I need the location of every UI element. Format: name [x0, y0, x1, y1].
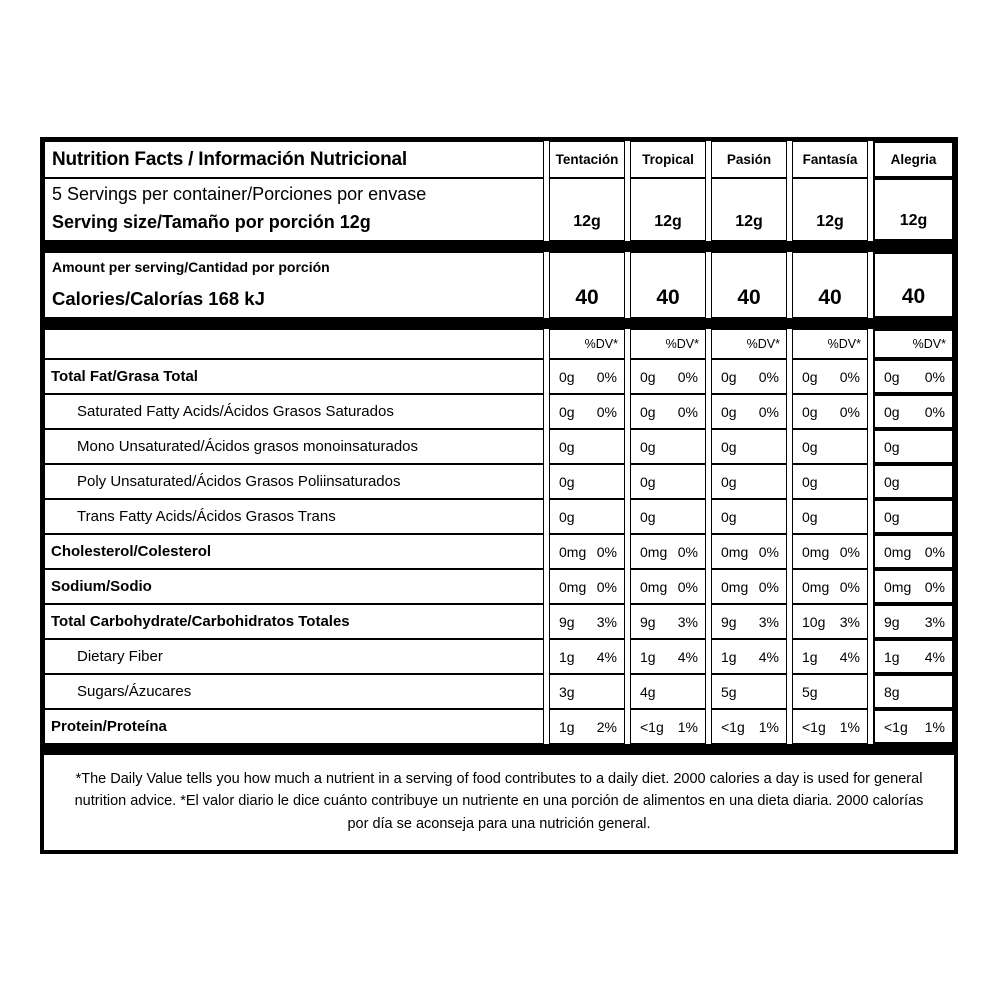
- nutrient-amount: 0g: [802, 508, 818, 525]
- nutrient-percent-dv: 0%: [758, 368, 779, 385]
- dv-empty-cell: [44, 329, 544, 359]
- nutrient-value-cell: [711, 674, 787, 709]
- nutrient-percent-dv: 4%: [758, 648, 779, 665]
- nutrient-value-cell: [630, 709, 706, 744]
- nutrient-amount: <1g: [721, 718, 745, 735]
- nutrient-amount: 0g: [802, 403, 818, 420]
- variant-header-tropical: Tropical: [630, 141, 706, 178]
- nutrient-amount: 0g: [640, 508, 656, 525]
- nutrient-label: Sodium/Sodio: [51, 578, 152, 595]
- nutrient-amount: 0g: [884, 438, 900, 455]
- calories-value: 40: [549, 252, 625, 318]
- nutrient-percent-dv: 3%: [758, 613, 779, 630]
- nutrient-amount: 0g: [721, 473, 737, 490]
- servings-per-container: 5 Servings per container/Porciones por envase: [52, 184, 427, 204]
- section-divider-bar: [44, 744, 954, 755]
- nutrient-value-cell: [792, 639, 868, 674]
- nutrient-value-cell: [549, 639, 625, 674]
- nutrient-value-cell: [630, 534, 706, 569]
- nutrient-value-cell: [792, 499, 868, 534]
- calories-value: 40: [630, 252, 706, 318]
- nutrient-percent-dv: 0%: [677, 543, 698, 560]
- nutrient-value-cell: [549, 359, 625, 394]
- nutrient-percent-dv: 0%: [758, 543, 779, 560]
- nutrient-amount: 0g: [802, 438, 818, 455]
- nutrient-value-cell: [792, 709, 868, 744]
- nutrient-amount: 0g: [559, 368, 575, 385]
- nutrient-amount: 1g: [559, 648, 575, 665]
- nutrient-value-cell: [549, 499, 625, 534]
- nutrient-percent-dv: 4%: [924, 648, 945, 665]
- dv-header: %DV*: [549, 329, 625, 359]
- nutrient-amount: <1g: [640, 718, 664, 735]
- serving-label-cell: [44, 178, 544, 241]
- nutrient-value-cell: [549, 394, 625, 429]
- nutrient-amount: 4g: [640, 683, 656, 700]
- nutrient-value-cell: [549, 569, 625, 604]
- nutrient-label: Saturated Fatty Acids/Ácidos Grasos Saturados: [77, 403, 394, 420]
- nutrient-amount: 0mg: [802, 543, 830, 560]
- nutrient-value-cell: [792, 604, 868, 639]
- nutrient-value-cell: [630, 394, 706, 429]
- nutrient-value-cell: [630, 429, 706, 464]
- nutrient-label-cell: [44, 499, 544, 534]
- nutrient-value-cell: [630, 639, 706, 674]
- variant-header-alegria: Alegria: [873, 141, 954, 178]
- nutrient-percent-dv: 0%: [677, 578, 698, 595]
- nutrient-amount: 1g: [884, 648, 900, 665]
- nutrient-percent-dv: 0%: [596, 543, 617, 560]
- nutrient-label: Poly Unsaturated/Ácidos Grasos Poliinsaturados: [77, 473, 401, 490]
- nutrient-percent-dv: 0%: [839, 543, 860, 560]
- nutrient-amount: 0mg: [884, 578, 912, 595]
- section-divider-bar: [44, 318, 954, 329]
- nutrient-value-cell: [873, 569, 954, 604]
- nutrient-amount: 0g: [884, 508, 900, 525]
- nutrient-amount: 0g: [802, 473, 818, 490]
- nutrient-percent-dv: 0%: [677, 403, 698, 420]
- calories-heading: Calories/Calorías 168 kJ: [52, 288, 265, 309]
- nutrient-amount: 9g: [884, 613, 900, 630]
- nutrient-value-cell: [873, 674, 954, 709]
- nutrient-label-cell: [44, 709, 544, 744]
- nutrient-value-cell: [711, 359, 787, 394]
- nutrient-value-cell: [549, 604, 625, 639]
- nutrient-label: Total Carbohydrate/Carbohidratos Totales: [51, 613, 350, 630]
- nutrient-amount: 0g: [640, 403, 656, 420]
- nutrient-amount: 9g: [559, 613, 575, 630]
- serving-size-value: 12g: [549, 178, 625, 241]
- nutrient-value-cell: [630, 674, 706, 709]
- nutrient-percent-dv: 0%: [839, 368, 860, 385]
- nutrition-label: [40, 137, 958, 854]
- nutrient-value-cell: [711, 429, 787, 464]
- nutrient-percent-dv: 0%: [596, 403, 617, 420]
- nutrient-label: Dietary Fiber: [77, 648, 163, 665]
- nutrient-amount: 0g: [721, 368, 737, 385]
- nutrient-value-cell: [792, 359, 868, 394]
- nutrient-amount: 3g: [559, 683, 575, 700]
- nutrient-amount: 0mg: [721, 578, 749, 595]
- nutrient-value-cell: [549, 674, 625, 709]
- nutrient-amount: 8g: [884, 683, 900, 700]
- nutrient-amount: 0g: [802, 368, 818, 385]
- serving-size-value: 12g: [711, 178, 787, 241]
- section-divider-bar: [44, 241, 954, 252]
- nutrient-percent-dv: 0%: [839, 403, 860, 420]
- nutrient-value-cell: [711, 464, 787, 499]
- nutrient-percent-dv: 0%: [596, 368, 617, 385]
- nutrient-label-cell: [44, 359, 544, 394]
- nutrient-label: Trans Fatty Acids/Ácidos Grasos Trans: [77, 508, 336, 525]
- nutrient-value-cell: [792, 394, 868, 429]
- nutrient-value-cell: [873, 429, 954, 464]
- nutrient-percent-dv: 4%: [839, 648, 860, 665]
- calories-label-cell: [44, 252, 544, 318]
- nutrient-percent-dv: 0%: [924, 543, 945, 560]
- label-title: [44, 141, 544, 178]
- nutrient-percent-dv: 2%: [596, 718, 617, 735]
- nutrient-amount: 0mg: [559, 578, 587, 595]
- nutrient-value-cell: [711, 569, 787, 604]
- nutrient-percent-dv: 3%: [839, 613, 860, 630]
- nutrient-amount: 1g: [721, 648, 737, 665]
- nutrient-amount: 0g: [559, 438, 575, 455]
- nutrient-amount: 9g: [721, 613, 737, 630]
- nutrient-value-cell: [549, 709, 625, 744]
- variant-header-fantasia: Fantasía: [792, 141, 868, 178]
- nutrient-value-cell: [630, 464, 706, 499]
- nutrient-value-cell: [711, 639, 787, 674]
- nutrient-percent-dv: 1%: [758, 718, 779, 735]
- nutrient-value-cell: [711, 604, 787, 639]
- calories-value: 40: [873, 252, 954, 318]
- serving-size-value: 12g: [630, 178, 706, 241]
- nutrient-amount: 1g: [640, 648, 656, 665]
- nutrient-amount: 1g: [559, 718, 575, 735]
- nutrient-value-cell: [792, 429, 868, 464]
- nutrient-amount: 0g: [721, 438, 737, 455]
- nutrient-percent-dv: 4%: [596, 648, 617, 665]
- nutrient-amount: 0g: [640, 473, 656, 490]
- nutrient-amount: 0g: [721, 403, 737, 420]
- nutrient-value-cell: [711, 709, 787, 744]
- nutrient-percent-dv: 0%: [677, 368, 698, 385]
- nutrient-value-cell: [792, 569, 868, 604]
- nutrient-percent-dv: 1%: [677, 718, 698, 735]
- dv-header: %DV*: [711, 329, 787, 359]
- nutrient-label-cell: [44, 429, 544, 464]
- nutrient-percent-dv: 0%: [758, 403, 779, 420]
- nutrient-label-cell: [44, 569, 544, 604]
- nutrient-value-cell: [792, 464, 868, 499]
- calories-value: 40: [792, 252, 868, 318]
- nutrient-label-cell: [44, 639, 544, 674]
- nutrient-value-cell: [711, 499, 787, 534]
- nutrient-amount: 0mg: [640, 543, 668, 560]
- nutrient-percent-dv: 0%: [839, 578, 860, 595]
- nutrient-percent-dv: 1%: [839, 718, 860, 735]
- nutrient-value-cell: [630, 604, 706, 639]
- variant-header-tentacion: Tentación: [549, 141, 625, 178]
- nutrient-amount: 0g: [884, 368, 900, 385]
- nutrient-amount: 0g: [559, 473, 575, 490]
- serving-size: Serving size/Tamaño por porción 12g: [52, 212, 371, 232]
- nutrient-percent-dv: 4%: [677, 648, 698, 665]
- nutrient-label-cell: [44, 674, 544, 709]
- nutrient-value-cell: [711, 534, 787, 569]
- nutrient-amount: 0g: [559, 508, 575, 525]
- label-title-text: Nutrition Facts / Información Nutricional: [52, 148, 407, 170]
- nutrient-amount: 0mg: [559, 543, 587, 560]
- nutrient-value-cell: [792, 534, 868, 569]
- nutrient-value-cell: [630, 569, 706, 604]
- nutrient-amount: <1g: [802, 718, 826, 735]
- nutrient-value-cell: [873, 464, 954, 499]
- nutrient-amount: 0g: [559, 403, 575, 420]
- nutrient-amount: 0mg: [884, 543, 912, 560]
- nutrient-amount: 5g: [721, 683, 737, 700]
- nutrient-label: Cholesterol/Colesterol: [51, 543, 212, 560]
- variant-header-pasion: Pasión: [711, 141, 787, 178]
- nutrient-amount: 1g: [802, 648, 818, 665]
- calories-value: 40: [711, 252, 787, 318]
- nutrient-amount: <1g: [884, 718, 908, 735]
- dv-header: %DV*: [873, 329, 954, 359]
- nutrient-value-cell: [549, 429, 625, 464]
- dv-header: %DV*: [630, 329, 706, 359]
- nutrient-percent-dv: 0%: [758, 578, 779, 595]
- nutrient-amount: 0mg: [640, 578, 668, 595]
- nutrient-value-cell: [873, 534, 954, 569]
- nutrient-value-cell: [549, 464, 625, 499]
- nutrient-amount: 5g: [802, 683, 818, 700]
- nutrient-amount: 0g: [640, 368, 656, 385]
- nutrient-percent-dv: 3%: [596, 613, 617, 630]
- nutrient-amount: 0g: [884, 403, 900, 420]
- nutrient-percent-dv: 0%: [596, 578, 617, 595]
- nutrient-value-cell: [873, 359, 954, 394]
- nutrient-value-cell: [873, 394, 954, 429]
- nutrient-amount: 0mg: [721, 543, 749, 560]
- nutrient-amount: 0mg: [802, 578, 830, 595]
- serving-size-value: 12g: [873, 178, 954, 241]
- amount-per-serving: Amount per serving/Cantidad por porción: [52, 259, 330, 275]
- nutrient-percent-dv: 0%: [924, 578, 945, 595]
- daily-value-footnote: *The Daily Value tells you how much a nutrient in a serving of food contributes to a daily diet. 2000 calories a day is used for general nutrition advice. *El valor diario le dice cuánto contribuye un nutriente en una porción de alimentos en una dieta diaria. 2000 calorías por día se aconseja para una nutrición general.: [74, 771, 924, 832]
- nutrient-value-cell: [549, 534, 625, 569]
- nutrient-percent-dv: 0%: [924, 368, 945, 385]
- nutrient-amount: 0g: [640, 438, 656, 455]
- nutrient-amount: 10g: [802, 613, 826, 630]
- nutrient-label: Mono Unsaturated/Ácidos grasos monoinsaturados: [77, 438, 419, 455]
- nutrient-value-cell: [873, 639, 954, 674]
- nutrient-value-cell: [630, 499, 706, 534]
- nutrient-value-cell: [873, 709, 954, 744]
- nutrient-label-cell: [44, 604, 544, 639]
- nutrient-amount: 9g: [640, 613, 656, 630]
- nutrient-percent-dv: 1%: [924, 718, 945, 735]
- nutrient-percent-dv: 3%: [924, 613, 945, 630]
- nutrient-label: Sugars/Ázucares: [77, 683, 192, 700]
- nutrient-percent-dv: 0%: [924, 403, 945, 420]
- nutrient-label-cell: [44, 464, 544, 499]
- nutrient-label: Protein/Proteína: [51, 718, 167, 735]
- nutrient-value-cell: [630, 359, 706, 394]
- nutrient-amount: 0g: [721, 508, 737, 525]
- nutrient-amount: 0g: [884, 473, 900, 490]
- nutrient-label: Total Fat/Grasa Total: [51, 368, 198, 385]
- nutrient-value-cell: [873, 499, 954, 534]
- nutrient-value-cell: [711, 394, 787, 429]
- nutrition-table: [44, 141, 954, 850]
- nutrient-percent-dv: 3%: [677, 613, 698, 630]
- nutrient-value-cell: [873, 604, 954, 639]
- serving-size-value: 12g: [792, 178, 868, 241]
- nutrient-label-cell: [44, 534, 544, 569]
- nutrient-value-cell: [792, 674, 868, 709]
- nutrient-label-cell: [44, 394, 544, 429]
- dv-header: %DV*: [792, 329, 868, 359]
